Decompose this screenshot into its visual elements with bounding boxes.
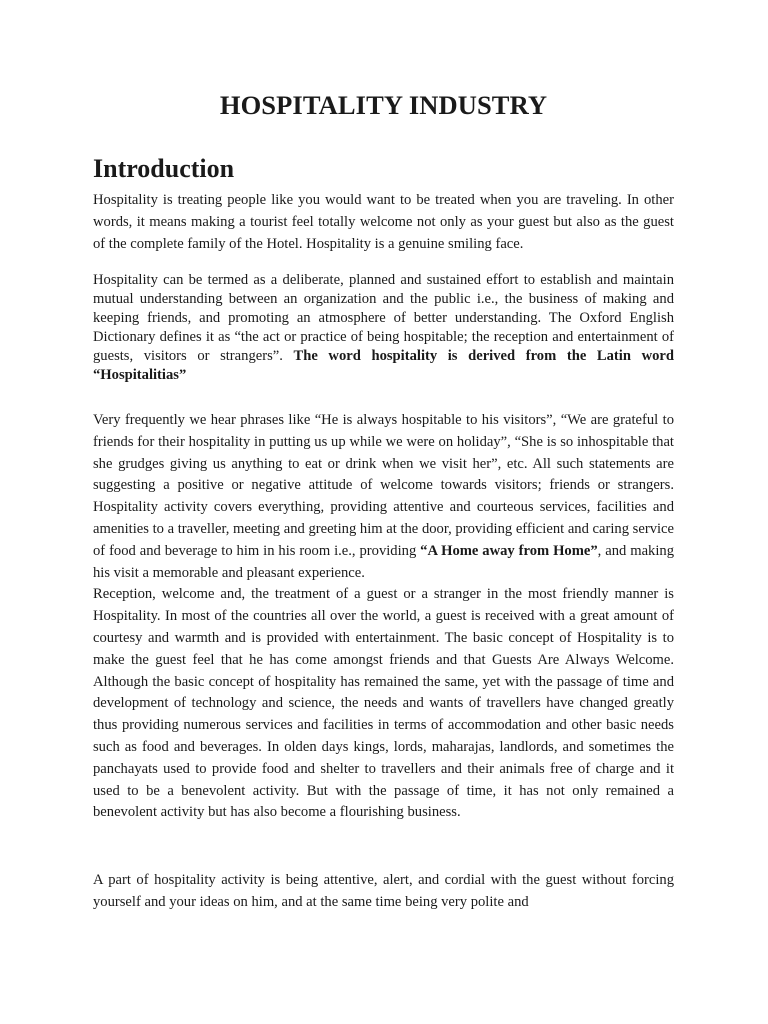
paragraph-oxford-text: Hospitality can be termed as a deliberate, planned and sustained effort to establish and maintain mutual understanding between an organization and the public i.e., the business of making and keeping friends, and promoting an atmosphere of better understanding. The Oxford English Dictionary defines it as “the act or practice of being hospitable; the reception and entertainment of guests, visitors or strangers”. [93,272,674,364]
paragraph-oxford-definition [93,271,674,385]
section-heading-introduction: Introduction [93,154,235,183]
paragraph-reception: Reception, welcome and, the treatment of a guest or a stranger in the most friendly manner is Hospitality. In most of the countries all over the world, a guest is received with a great amount of courtesy and warmth and is provided with entertainment. The basic concept of Hospitality is to make the guest feel that he has come amongst friends and that Guests Are Always Welcome. Although the basic concept of hospitality has remained the same, yet with the passage of time and development of technology and science, the needs and wants of travellers have changed greatly thus providing numerous services and facilities in terms of accommodation and other basic needs such as food and beverages. In olden days kings, lords, maharajas, landlords, and sometimes the panchayats used to provide food and shelter to travellers and their animals free of charge and it used to be a benevolent activity. But with the passage of time, it has not only remained a benevolent activity but has also become a flourishing business. [93,586,674,821]
home-away-from-home-phrase: “A Home away from Home” [420,542,598,559]
paragraph-phrases-end: , and making his visit a memorable and pleasant experience. [93,542,674,581]
paragraph-phrases [93,410,674,824]
paragraph-latin-origin: The word hospitality is derived from the Latin word “Hospitalitias” [93,348,674,383]
paragraph-definition: Hospitality is treating people like you would want to be treated when you are traveling. In other words, it means making a tourist feel totally welcome not only as your guest but also as the guest of the complete family of the Hotel. Hospitality is a genuine smiling face. [93,192,674,252]
document-title: HOSPITALITY INDUSTRY [219,90,548,120]
paragraph-attentive: A part of hospitality activity is being attentive, alert, and cordial with the guest without forcing yourself and your ideas on him, and at the same time being very polite and [93,872,674,910]
paragraph-phrases-text: Very frequently we hear phrases like “He is always hospitable to his visitors”, “We are grateful to friends for their hospitality in putting us up while we were on holiday”, “She is so inhospitable that she grudges giving us anything to eat or drink when we visit her”, etc. All such statements are suggesting a positive or negative attitude of welcome towards visitors; friends or strangers. Hospitality activity covers everything, providing attentive and courteous services, facilities and amenities to a traveller, meeting and greeting him at the door, providing efficient and caring service of food and beverage to him in his room i.e., providing [93,412,674,559]
